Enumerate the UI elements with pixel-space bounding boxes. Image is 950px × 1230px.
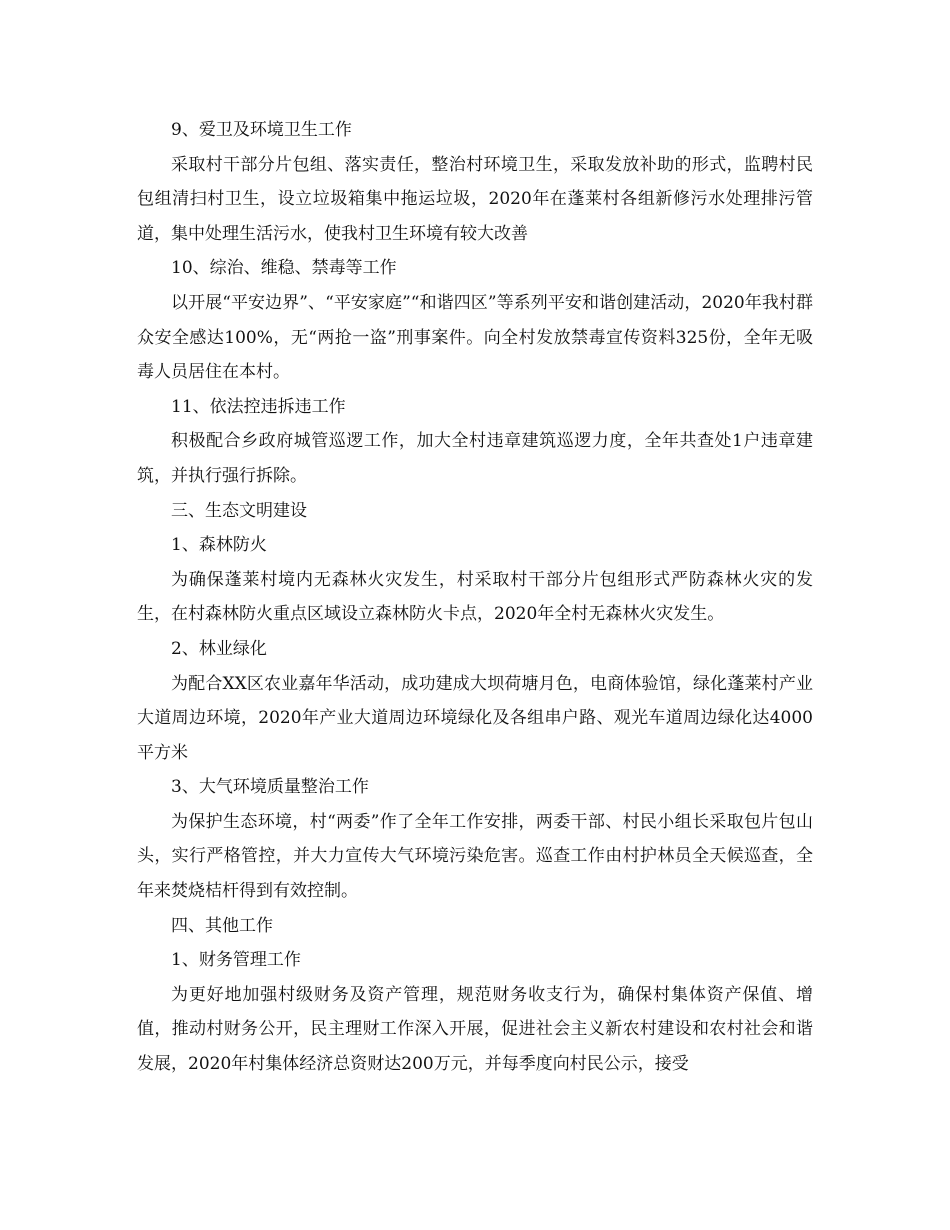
body-paragraph: 采取村干部分片包组、落实责任，整治村环境卫生，采取发放补助的形式，监聘村民包组清扫村卫生，设立垃圾箱集中拖运垃圾，2020年在蓬莱村各组新修污水处理排污管道，集中处理生活污水，使我村卫生环境有较大改善 [137,154,813,244]
section-heading: 1、财务管理工作 [171,950,301,971]
body-paragraph: 以开展“平安边界”、“平安家庭”“和谐四区”等系列平安和谐创建活动，2020年我村群众安全感达100%，无“两抢一盗”刑事案件。向全村发放禁毒宣传资料325份，全年无吸毒人员居住在本村。 [137,292,813,383]
section-heading: 11、依法控违拆违工作 [171,396,346,417]
section-heading: 10、综治、维稳、禁毒等工作 [171,258,397,279]
section-heading: 2、林业绿化 [171,638,267,659]
section-heading: 1、森林防火 [171,535,267,556]
body-paragraph: 积极配合乡政府城管巡逻工作，加大全村违章建筑巡逻力度，全年共查处1户违章建筑，并执行强行拆除。 [137,431,813,486]
chapter-heading: 四、其他工作 [171,915,273,936]
body-paragraph: 为更好地加强村级财务及资产管理，规范财务收支行为，确保村集体资产保值、增值，推动村财务公开，民主理财工作深入开展，促进社会主义新农村建设和农村社会和谐发展，2020年村集体经济总资财达200万元，并每季度向村民公示，接受 [137,984,813,1075]
chapter-heading: 三、生态文明建设 [171,500,307,521]
body-paragraph: 为配合XX区农业嘉年华活动，成功建成大坝荷塘月色，电商体验馆，绿化蓬莱村产业大道周边环境，2020年产业大道周边环境绿化及各组串户路、观光车道周边绿化达4000平方米 [137,673,813,763]
document-body [137,113,813,1082]
section-heading: 3、大气环境质量整治工作 [171,777,369,798]
body-paragraph: 为确保蓬莱村境内无森林火灾发生，村采取村干部分片包组形式严防森林火灾的发生，在村森林防火重点区域设立森林防火卡点，2020年全村无森林火灾发生。 [137,569,813,625]
section-heading: 9、爱卫及环境卫生工作 [171,120,352,140]
body-paragraph: 为保护生态环境，村“两委”作了全年工作安排，两委干部、村民小组长采取包片包山头，实行严格管控，并大力宣传大气环境污染危害。巡查工作由村护林员全天候巡查，全年来焚烧桔杆得到有效控制。 [137,811,813,902]
